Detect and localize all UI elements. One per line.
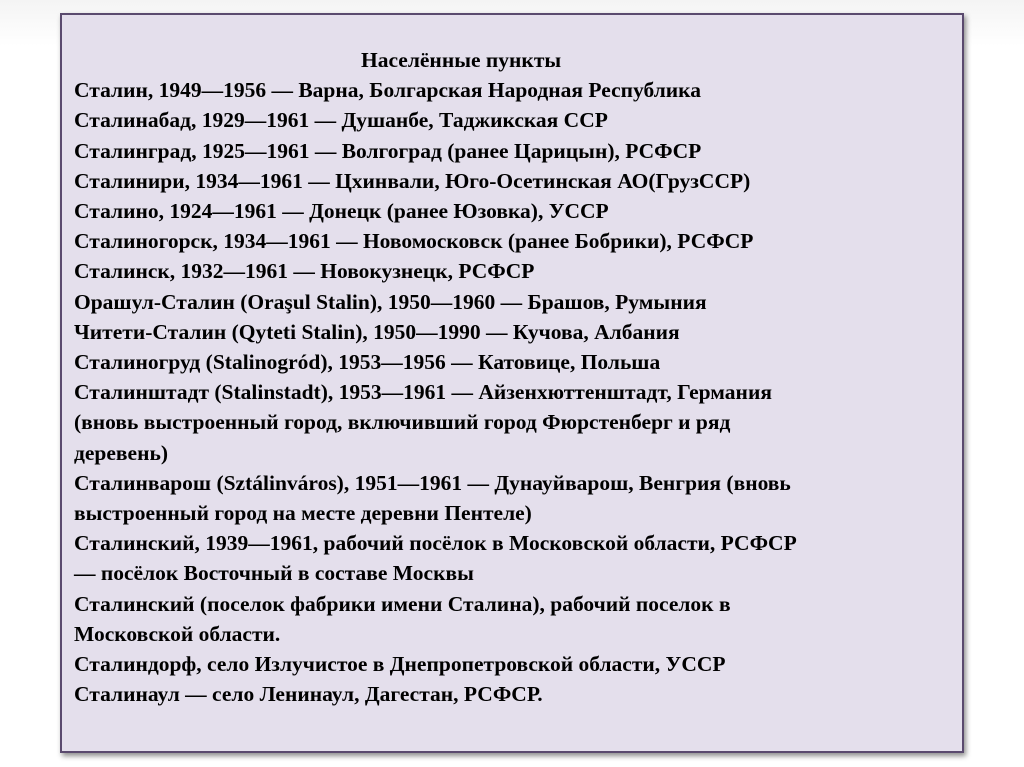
text-line: Сталинский (поселок фабрики имени Сталина), рабочий поселок в	[74, 591, 731, 616]
text-line: — посёлок Восточный в составе Москвы	[74, 561, 474, 586]
heading: Населённые пункты	[361, 48, 562, 72]
text-line: Сталинский, 1939—1961, рабочий посёлок в Московской области, РСФСР	[74, 531, 797, 556]
text-line: Сталиногорск, 1934—1961 — Новомосковск (ранее Бобрики), РСФСР	[74, 229, 754, 254]
text-line: Сталинаул — село Ленинаул, Дагестан, РСФСР.	[74, 682, 543, 707]
text-line: Сталинири, 1934—1961 — Цхинвали, Юго-Осетинская АО(ГрузССР)	[74, 168, 751, 193]
text-line: Орашул-Сталин (Oraşul Stalin), 1950—1960 — Брашов, Румыния	[74, 289, 707, 314]
text-line: Сталинск, 1932—1961 — Новокузнецк, РСФСР	[74, 259, 535, 284]
text-panel	[60, 13, 964, 753]
text-line: Сталиндорф, село Излучистое в Днепропетровской области, УССР	[74, 652, 726, 677]
text-line: Сталинштадт (Stalinstadt), 1953—1961 — Айзенхюттенштадт, Германия	[74, 380, 772, 405]
text-line: Сталинабад, 1929—1961 — Душанбе, Таджикская ССР	[74, 108, 608, 133]
text-line: Сталинград, 1925—1961 — Волгоград (ранее Царицын), РСФСР	[74, 138, 702, 163]
text-line: Читети-Сталин (Qyteti Stalin), 1950—1990 — Кучова, Албания	[74, 319, 680, 344]
text-line: Сталинварош (Sztálinváros), 1951—1961 — Дунауйварош, Венгрия (вновь	[74, 470, 791, 495]
text-line: выстроенный город на месте деревни Пентеле)	[74, 501, 532, 526]
text-line: Сталиногруд (Stalinogród), 1953—1956 — Катовице, Польша	[74, 350, 661, 375]
text-line: Сталино, 1924—1961 — Донецк (ранее Юзовка), УССР	[74, 199, 609, 224]
text-line: деревень)	[74, 440, 168, 465]
settlements-text	[74, 45, 952, 709]
text-line: Сталин, 1949—1956 — Варна, Болгарская Народная Республика	[74, 78, 701, 103]
text-line: (вновь выстроенный город, включивший город Фюрстенберг и ряд	[74, 410, 731, 435]
text-line: Московской области.	[74, 621, 281, 646]
